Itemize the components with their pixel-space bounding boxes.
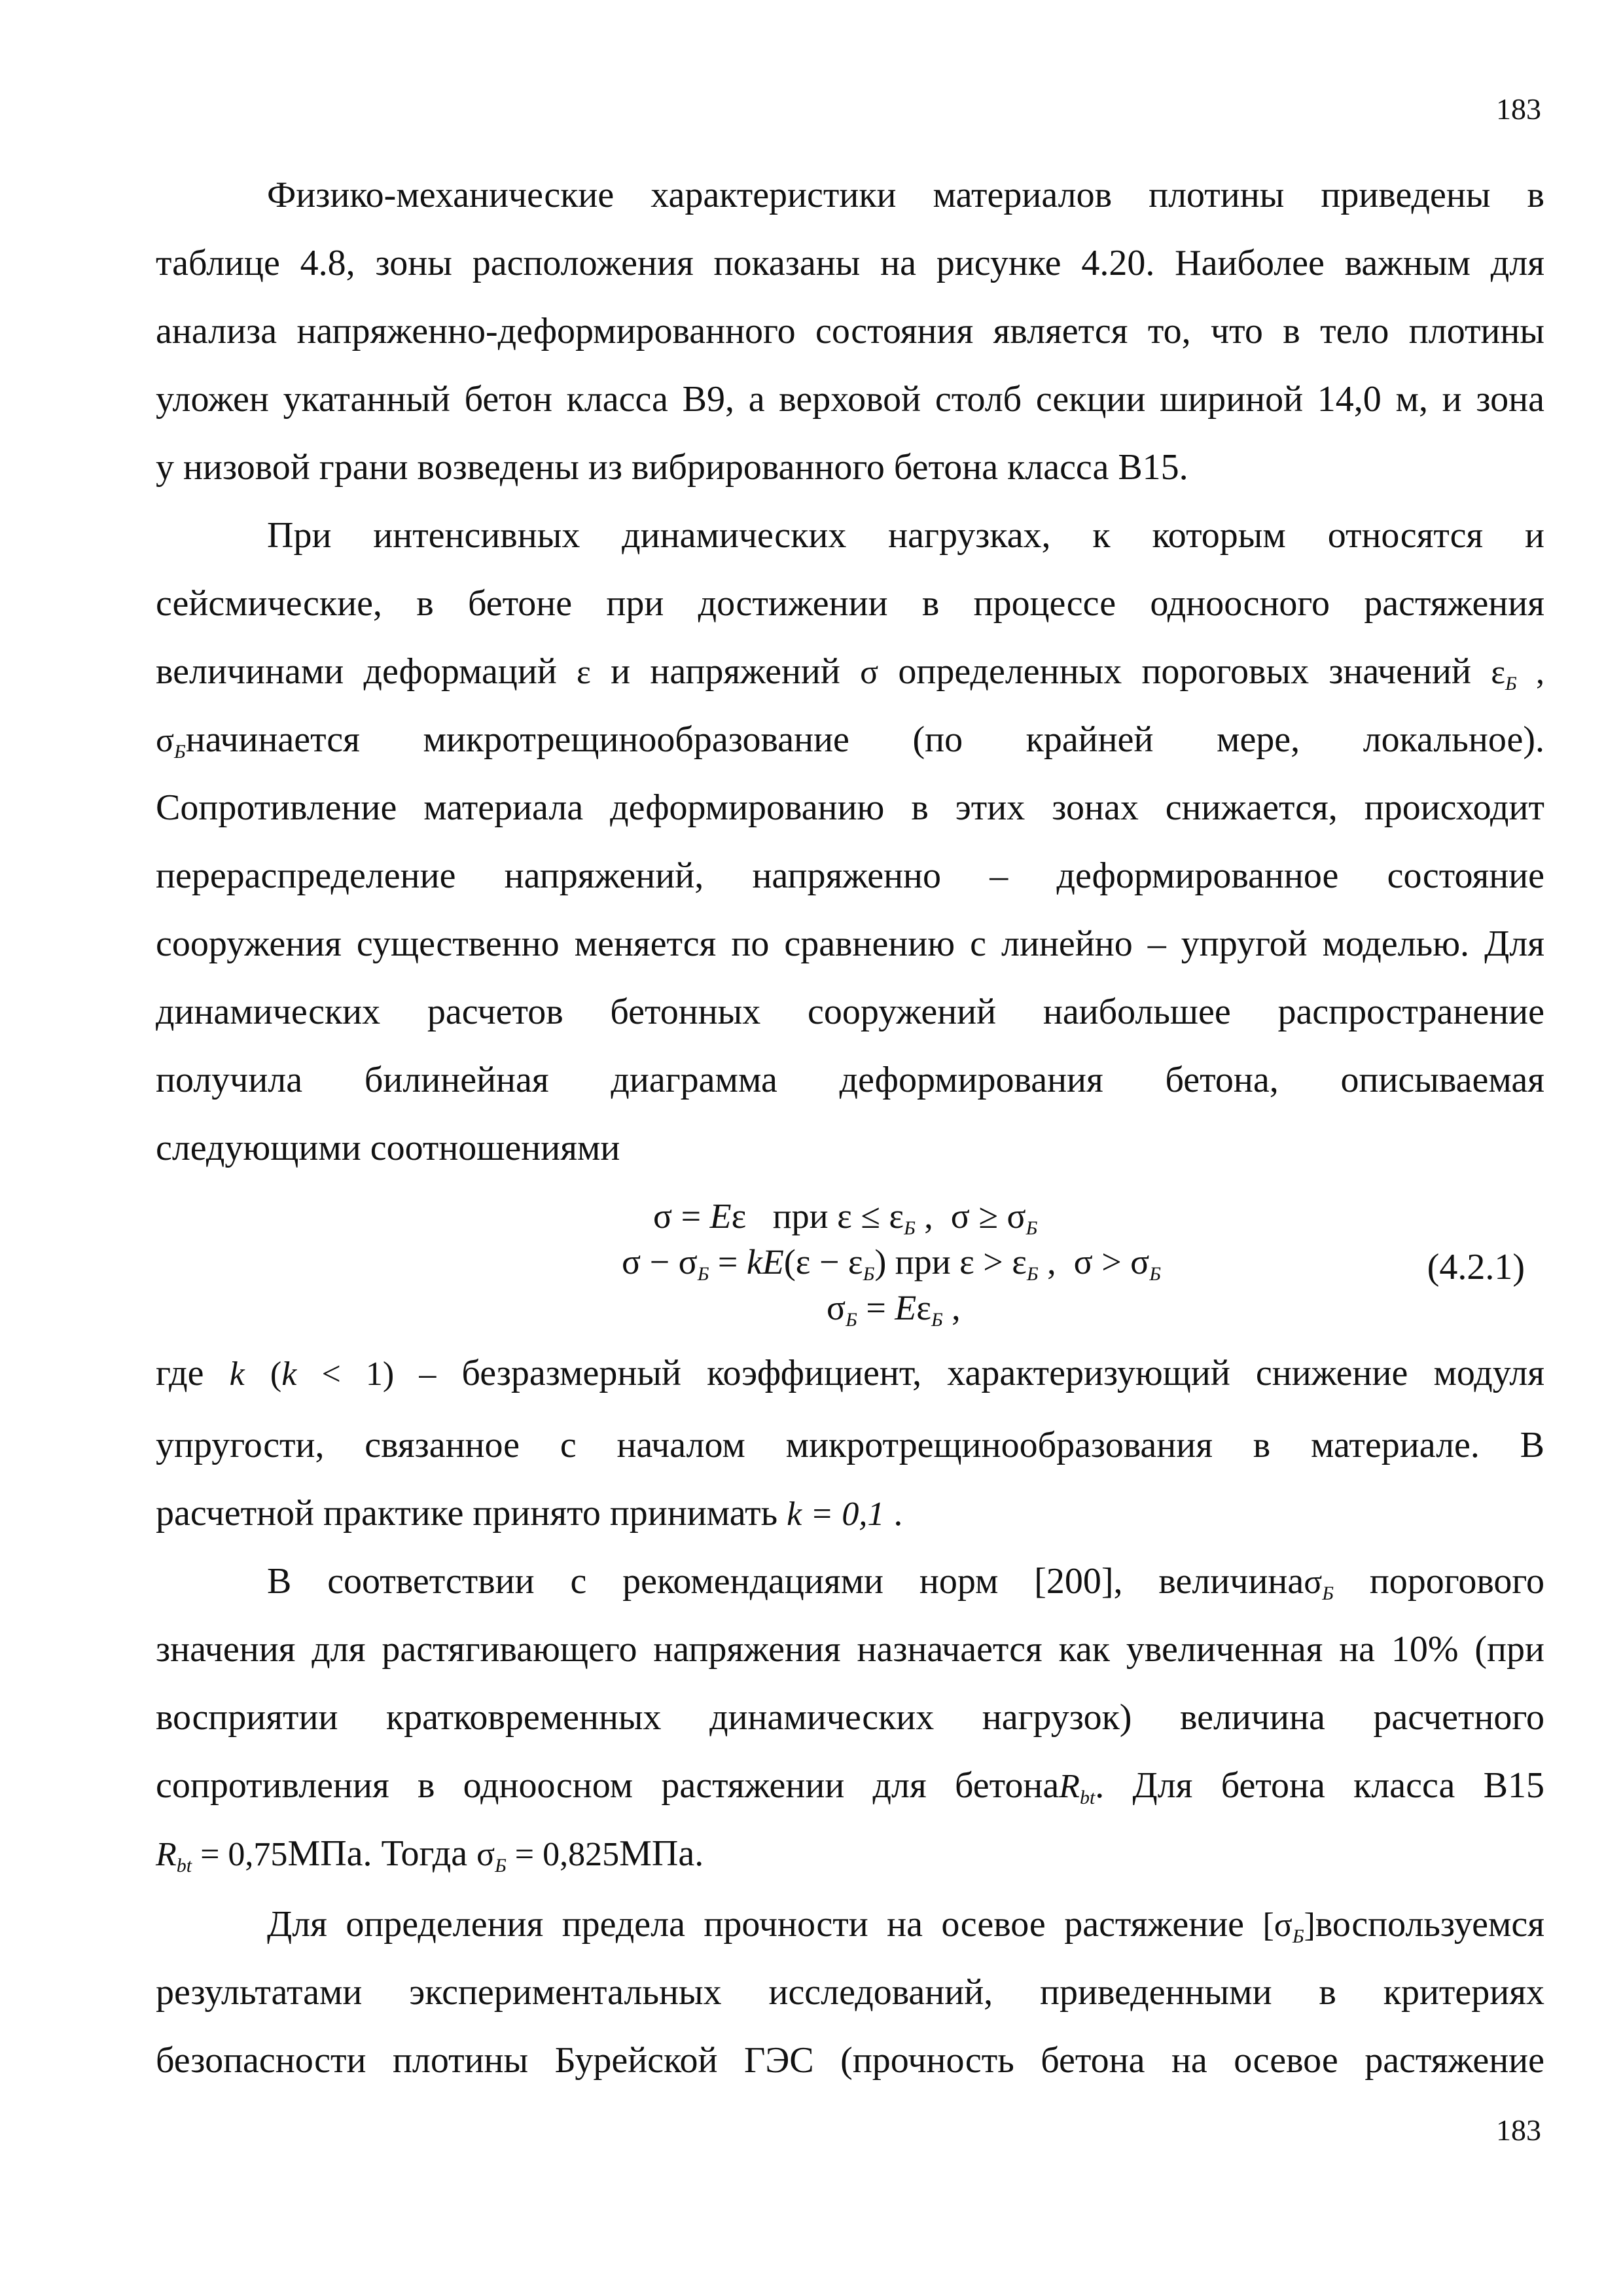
paragraph-3 — [156, 1339, 1544, 1547]
text-line: у низовой грани возведены из вибрированного бетона класса В15. — [156, 447, 1188, 488]
equation-4-2-1 — [156, 1182, 1544, 1346]
equation-row-2: $\sigma - \sigma_Б = kE(\varepsilon - \varepsilon_Б)$ при $\varepsilon > \varepsilon_Б$ , $\sigma > \sigma_Б$ — [622, 1242, 1161, 1285]
rbt-symbol: $R_{bt}$ — [1059, 1768, 1096, 1808]
text-line-with-symbols — [156, 1751, 1544, 1820]
text-fragment: определенных пороговых значений — [898, 651, 1471, 692]
text-fragment: величинами деформаций — [156, 651, 557, 692]
text-fragment: МПа. Тогда — [287, 1833, 468, 1874]
rbt-symbol: $R_{bt} = 0,75$ — [156, 1836, 288, 1876]
text-line-with-symbols — [156, 1339, 1544, 1411]
text-fragment: В соответствии с рекомендациями норм [200], величина — [267, 1561, 1304, 1602]
text-line: динамических расчетов бетонных сооружений наибольшее распространение — [156, 992, 1544, 1032]
text-line-with-symbols: расчетной практике принято принимать k = 0,1 . — [156, 1493, 903, 1534]
document-body — [156, 161, 1544, 2094]
sigma-symbol: σ — [860, 654, 879, 691]
text-line: получила билинейная диаграмма деформирования бетона, описываемая — [156, 1060, 1544, 1100]
text-line: Физико-механические характеристики материалов плотины приведены в — [267, 175, 1544, 215]
text-line: перераспределение напряжений, напряженно – деформированное состояние — [156, 855, 1544, 896]
epsilon-symbol: ε — [577, 654, 591, 691]
sigma-threshold-symbol: $\sigma_Б$ — [156, 722, 186, 762]
equation-row-1: σ = Eε при $\varepsilon \le \varepsilon_Б$ , $\sigma \ge \sigma_Б$ — [653, 1196, 1038, 1239]
text-line: упругости, связанное с началом микротрещинообразования в материале. В — [156, 1425, 1544, 1465]
text-fragment: начинается микротрещинообразование (по крайней мере, локальное). — [185, 719, 1544, 760]
equation-row-3: $\sigma_Б = E\varepsilon_Б$ , — [827, 1288, 961, 1331]
epsilon-threshold-symbol: $\varepsilon_Б$ , — [1491, 654, 1544, 694]
text-fragment: сопротивления в одноосном растяжении для бетона — [156, 1765, 1060, 1806]
page-number-top: 183 — [1496, 92, 1541, 126]
text-line: следующими соотношениями — [156, 1128, 620, 1168]
text-line: анализа напряженно-деформированного состояния является то, что в тело плотины — [156, 311, 1544, 351]
k-condition: (k < 1) – — [270, 1355, 437, 1393]
text-line-with-symbols — [156, 1820, 1544, 1888]
text-line-with-symbols — [156, 1890, 1544, 1958]
text-line: сейсмические, в бетоне при достижении в процессе одноосного растяжения — [156, 583, 1544, 624]
text-line: уложен укатанный бетон класса В9, а верховой столб секции шириной 14,0 м, и зона — [156, 379, 1544, 420]
text-line: При интенсивных динамических нагрузках, к которым относятся и — [267, 515, 1544, 556]
text-line-with-symbols — [156, 1547, 1544, 1615]
text-line-with-symbols — [156, 706, 1544, 774]
sigma-threshold-symbol: $\sigma_Б$ — [1304, 1564, 1334, 1604]
text-fragment: Для определения предела прочности на осевое растяжение — [267, 1904, 1245, 1945]
text-fragment: . Для бетона класса В15 — [1095, 1765, 1544, 1806]
paragraph-5 — [156, 1890, 1544, 2094]
text-line: значения для растягивающего напряжения назначается как увеличенная на 10% (при — [156, 1629, 1544, 1670]
paragraph-1 — [156, 161, 1544, 501]
k-symbol: k — [229, 1355, 245, 1393]
paragraph-4 — [156, 1547, 1544, 1888]
text-line: восприятии кратковременных динамических нагрузок) величина расчетного — [156, 1697, 1544, 1738]
text-fragment: где — [156, 1353, 204, 1393]
text-line: результатами экспериментальных исследований, приведенными в критериях — [156, 1972, 1544, 2013]
text-line: безопасности плотины Бурейской ГЭС (прочность бетона на осевое растяжение — [156, 2040, 1544, 2081]
equation-number: (4.2.1) — [1427, 1247, 1525, 1287]
text-fragment: МПа. — [619, 1833, 704, 1874]
text-fragment: воспользуемся — [1315, 1904, 1544, 1945]
paragraph-2 — [156, 501, 1544, 1182]
text-line: Сопротивление материала деформированию в этих зонах снижается, происходит — [156, 787, 1544, 828]
sigma-threshold-value: $\sigma_Б = 0,825$ — [476, 1836, 620, 1876]
page-number-bottom: 183 — [1496, 2113, 1541, 2147]
text-fragment: порогового — [1369, 1561, 1545, 1602]
text-fragment: и напряжений — [611, 651, 840, 692]
text-fragment: безразмерный коэффициент, характеризующий снижение модуля — [461, 1353, 1545, 1393]
text-line: таблице 4.8, зоны расположения показаны на рисунке 4.20. Наиболее важным для — [156, 243, 1544, 283]
k-value: k = 0,1 — [787, 1496, 885, 1533]
text-line: сооружения существенно меняется по сравнению с линейно – упругой моделью. Для — [156, 924, 1544, 964]
tensile-strength-symbol: $[\sigma_Б]$ — [1262, 1907, 1315, 1947]
text-line-with-symbols — [156, 637, 1544, 706]
text-fragment: расчетной практике принято принимать — [156, 1493, 778, 1534]
